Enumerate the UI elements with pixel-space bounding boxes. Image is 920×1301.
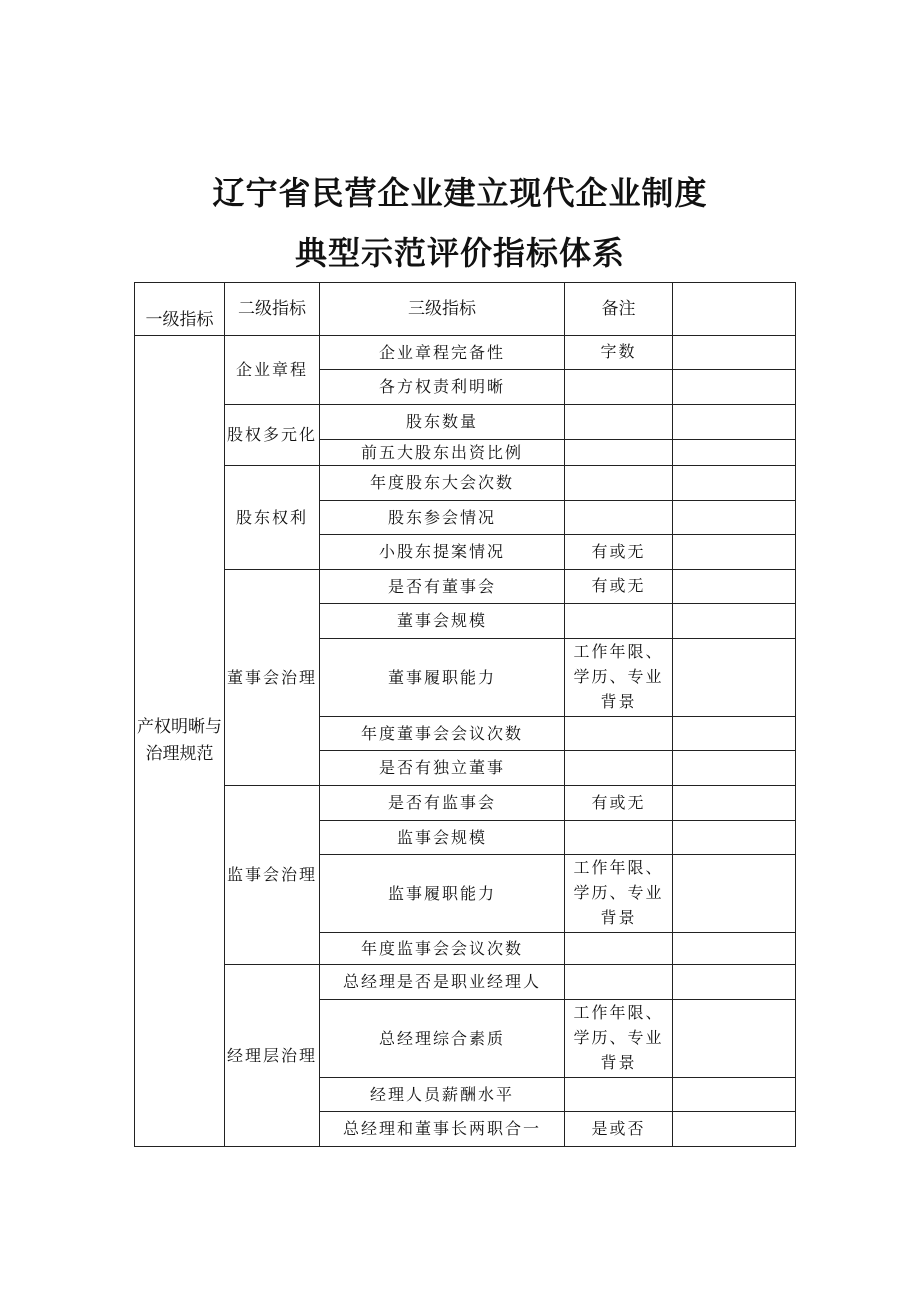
note-cell: 工作年限、学历、专业背景 bbox=[565, 855, 673, 933]
note-cell bbox=[565, 501, 673, 535]
blank-cell bbox=[673, 786, 796, 821]
level3-indicator: 年度董事会会议次数 bbox=[320, 717, 565, 751]
note-cell bbox=[565, 717, 673, 751]
level3-indicator: 企业章程完备性 bbox=[320, 336, 565, 370]
header-row bbox=[135, 283, 796, 336]
level2-indicator: 企业章程 bbox=[225, 336, 320, 405]
table-row bbox=[135, 965, 796, 1000]
note-cell: 有或无 bbox=[565, 786, 673, 821]
level3-indicator: 前五大股东出资比例 bbox=[320, 440, 565, 466]
level3-indicator: 总经理综合素质 bbox=[320, 1000, 565, 1078]
level3-indicator: 董事会规模 bbox=[320, 604, 565, 639]
level3-indicator: 小股东提案情况 bbox=[320, 535, 565, 570]
header-level3: 三级指标 bbox=[320, 283, 565, 336]
level3-indicator: 是否有监事会 bbox=[320, 786, 565, 821]
blank-cell bbox=[673, 501, 796, 535]
table-row bbox=[135, 786, 796, 821]
level3-indicator: 各方权责利明晰 bbox=[320, 370, 565, 405]
table-row bbox=[135, 336, 796, 370]
blank-cell bbox=[673, 639, 796, 717]
level2-indicator: 经理层治理 bbox=[225, 965, 320, 1147]
indicator-table bbox=[134, 282, 796, 1147]
blank-cell bbox=[673, 1112, 796, 1147]
note-cell bbox=[565, 466, 673, 501]
note-cell: 有或无 bbox=[565, 535, 673, 570]
note-cell: 字数 bbox=[565, 336, 673, 370]
blank-cell bbox=[673, 751, 796, 786]
level2-indicator: 股权多元化 bbox=[225, 405, 320, 466]
header-level1: 一级指标 bbox=[135, 283, 225, 336]
note-cell bbox=[565, 821, 673, 855]
note-cell bbox=[565, 370, 673, 405]
table-row bbox=[135, 570, 796, 604]
note-cell: 工作年限、学历、专业背景 bbox=[565, 1000, 673, 1078]
level3-indicator: 年度监事会会议次数 bbox=[320, 933, 565, 965]
header-note: 备注 bbox=[565, 283, 673, 336]
header-extra bbox=[673, 283, 796, 336]
blank-cell bbox=[673, 405, 796, 440]
blank-cell bbox=[673, 466, 796, 501]
blank-cell bbox=[673, 440, 796, 466]
level2-indicator: 监事会治理 bbox=[225, 786, 320, 965]
level3-indicator: 股东数量 bbox=[320, 405, 565, 440]
blank-cell bbox=[673, 933, 796, 965]
blank-cell bbox=[673, 821, 796, 855]
level1-indicator: 产权明晰与治理规范 bbox=[135, 336, 225, 1147]
document-title-line-2: 典型示范评价指标体系 bbox=[294, 234, 625, 272]
document-title-line-1: 辽宁省民营企业建立现代企业制度 bbox=[212, 174, 708, 212]
blank-cell bbox=[673, 336, 796, 370]
level3-indicator: 是否有独立董事 bbox=[320, 751, 565, 786]
level3-indicator: 董事履职能力 bbox=[320, 639, 565, 717]
level2-indicator: 董事会治理 bbox=[225, 570, 320, 786]
blank-cell bbox=[673, 717, 796, 751]
table-row bbox=[135, 466, 796, 501]
note-cell bbox=[565, 965, 673, 1000]
level3-indicator: 经理人员薪酬水平 bbox=[320, 1078, 565, 1112]
blank-cell bbox=[673, 1078, 796, 1112]
note-cell: 是或否 bbox=[565, 1112, 673, 1147]
level3-indicator: 总经理和董事长两职合一 bbox=[320, 1112, 565, 1147]
note-cell bbox=[565, 604, 673, 639]
note-cell: 有或无 bbox=[565, 570, 673, 604]
note-cell bbox=[565, 405, 673, 440]
level3-indicator: 总经理是否是职业经理人 bbox=[320, 965, 565, 1000]
level3-indicator: 是否有董事会 bbox=[320, 570, 565, 604]
header-level2: 二级指标 bbox=[225, 283, 320, 336]
blank-cell bbox=[673, 604, 796, 639]
level2-indicator: 股东权利 bbox=[225, 466, 320, 570]
level3-indicator: 年度股东大会次数 bbox=[320, 466, 565, 501]
blank-cell bbox=[673, 370, 796, 405]
note-cell bbox=[565, 1078, 673, 1112]
note-cell bbox=[565, 751, 673, 786]
blank-cell bbox=[673, 570, 796, 604]
note-cell: 工作年限、学历、专业背景 bbox=[565, 639, 673, 717]
table-row bbox=[135, 405, 796, 440]
blank-cell bbox=[673, 1000, 796, 1078]
blank-cell bbox=[673, 855, 796, 933]
blank-cell bbox=[673, 535, 796, 570]
note-cell bbox=[565, 440, 673, 466]
note-cell bbox=[565, 933, 673, 965]
level3-indicator: 监事履职能力 bbox=[320, 855, 565, 933]
level3-indicator: 监事会规模 bbox=[320, 821, 565, 855]
level3-indicator: 股东参会情况 bbox=[320, 501, 565, 535]
blank-cell bbox=[673, 965, 796, 1000]
